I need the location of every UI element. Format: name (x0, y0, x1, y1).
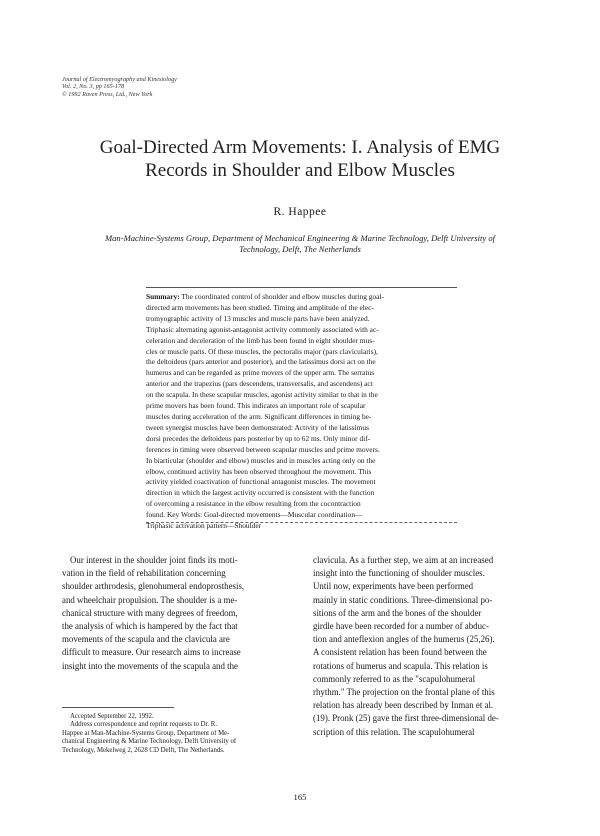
body-line: vation in the field of rehabilitation concerning (62, 568, 226, 579)
body-line: Our interest in the shoulder joint finds its moti- (70, 555, 238, 565)
abstract-line: the deltoideus (pars anterior and posterior), and the latissimus dorsi act on the (146, 357, 376, 367)
author-affiliation (60, 233, 540, 255)
body-line: shoulder arthrodesis, glenohumeral endoprosthesis, (62, 581, 245, 592)
body-line: rhythm." The projection on the frontal plane of this (313, 687, 495, 698)
journal-line: Vol. 2, No. 3, pp 165-178 (62, 83, 125, 91)
journal-line: Journal of Electromyography and Kinesiology (62, 76, 177, 83)
affiliation-line: Technology, Delft, The Netherlands (239, 244, 361, 254)
page-number: 165 (293, 792, 307, 802)
abstract-line: tween synergist muscles have been demonstrated: Activity of the latissimus (146, 422, 369, 432)
body-line: A consistent relation has been found between the (313, 647, 487, 658)
abstract-line (146, 292, 457, 303)
body-line: scription of this relation. The scapulohumeral (313, 726, 475, 737)
body-line: chanical structure with many degrees of freedom, (62, 607, 238, 618)
abstract-line: direction in which the largest activity occurred is consistent with the function (146, 488, 375, 498)
abstract-line: dorsi precedes the deltoideus pars posterior by up to 62 ms. Only minor dif- (146, 433, 371, 443)
abstract-line: muscles during acceleration of the arm. Significant differences in timing be- (146, 411, 372, 421)
journal-citation (62, 76, 322, 98)
abstract-line: In biarticular (shoulder and elbow) muscles and in muscles acting only on the (146, 455, 376, 465)
abstract-line: activity yielded coactivation of functional antagonist muscles. The movement (146, 477, 376, 487)
body-line: difficult to measure. Our research aims to increase (62, 647, 241, 658)
abstract-line: Triphasic activation pattern—Shoulder (146, 521, 262, 531)
footnote (62, 713, 299, 755)
body-line: girdle have been recorded for a number of abduc- (313, 621, 489, 632)
abstract-line: anterior and the trapezius (pars descendens, transversalis, and ascendens) act (146, 379, 373, 389)
abstract-line: elbow, continued activity has been observed throughout the movement. This (146, 466, 372, 476)
abstract-line: found. Key Words: Goal-directed movements—Muscular coordination— (146, 510, 363, 520)
abstract (146, 292, 457, 532)
abstract-line: of overcoming a resistance in the elbow resulting from the cocontraction (146, 499, 361, 509)
body-line: sitions of the arm and the bones of the shoulder (313, 607, 482, 618)
footnote-line: Address correspondence and reprint requests to Dr. R. (70, 721, 218, 729)
abstract-line: prime movers has been found. This indicates an important role of scapular (146, 401, 366, 411)
paper-title (40, 136, 560, 182)
body-line: commonly referred to as the "scapulohumeral (313, 673, 476, 684)
abstract-line: humerus and can be regarded as prime movers of the upper arm. The serratus (146, 368, 375, 378)
body-line: insight into the movements of the scapula and the (62, 660, 238, 671)
footnote-line: Happee at Man-Machine-Systems Group, Department of Me- (62, 729, 230, 737)
abstract-first-line: The coordinated control of shoulder and elbow muscles during goal- (181, 292, 384, 301)
body-line: and wheelchair propulsion. The shoulder is a me- (62, 594, 238, 605)
body-line: insight into the functioning of shoulder muscles. (313, 568, 485, 579)
author-name: R. Happee (273, 206, 327, 218)
abstract-line: celeration and deceleration of the limb has been found in eight shoulder mus- (146, 335, 375, 345)
body-line: mainly in static conditions. Three-dimensional po- (313, 594, 493, 605)
body-column-right (313, 554, 550, 739)
abstract-line: ferences in timing were observed between scapular muscles and prime movers. (146, 444, 380, 454)
body-line: the analysis of which is hampered by the fact that (62, 621, 238, 632)
abstract-line: directed arm movements has been studied. Timing and amplitude of the elec- (146, 302, 374, 312)
journal-line: © 1992 Raven Press, Ltd., New York (62, 90, 153, 98)
abstract-top-rule (146, 287, 457, 288)
abstract-line: tromyographic activity of 13 muscles and muscle parts have been analyzed. (146, 313, 370, 323)
title-line: Records in Shoulder and Elbow Muscles (145, 160, 455, 181)
body-line: tion and anteflexion angles of the humerus (25,26). (313, 634, 495, 645)
body-line: movements of the scapula and the clavicula are (62, 634, 230, 645)
body-line: Until now, experiments have been performed (313, 581, 474, 592)
body-line: (19). Pronk (25) gave the first three-dimensional de- (313, 713, 499, 724)
affiliation-line: Man-Machine-Systems Group, Department of Mechanical Engineering & Marine Technology, Delft University of (104, 233, 496, 243)
abstract-line: on the scapula. In these scapular muscles, agonist activity similar to that in the (146, 390, 378, 400)
abstract-bottom-rule (146, 522, 457, 523)
footnote-line: Accepted September 22, 1992. (70, 713, 154, 720)
body-line: relation has already been described by Inman et al. (313, 700, 494, 711)
body-line: rotations of humerus and scapula. This relation is (313, 660, 488, 671)
abstract-line: cles or muscle parts. Of these muscles, the pectoralis major (pars clavicularis), (146, 346, 378, 356)
title-line: Goal-Directed Arm Movements: I. Analysis of EMG (99, 137, 501, 158)
body-column-left (62, 554, 299, 673)
body-line: clavicula. As a further step, we aim at an increased (313, 555, 494, 565)
abstract-line: Triphasic alternating agonist-antagonist activity commonly associated with ac- (146, 324, 379, 334)
footnote-line: chanical Engineering & Marine Technology, Delft University of (62, 738, 237, 746)
footnote-line: Technology, Mekelweg 2, 2628 CD Delft, The Netherlands. (62, 746, 225, 754)
abstract-label: Summary: (146, 292, 180, 301)
footnote-rule (62, 707, 174, 708)
